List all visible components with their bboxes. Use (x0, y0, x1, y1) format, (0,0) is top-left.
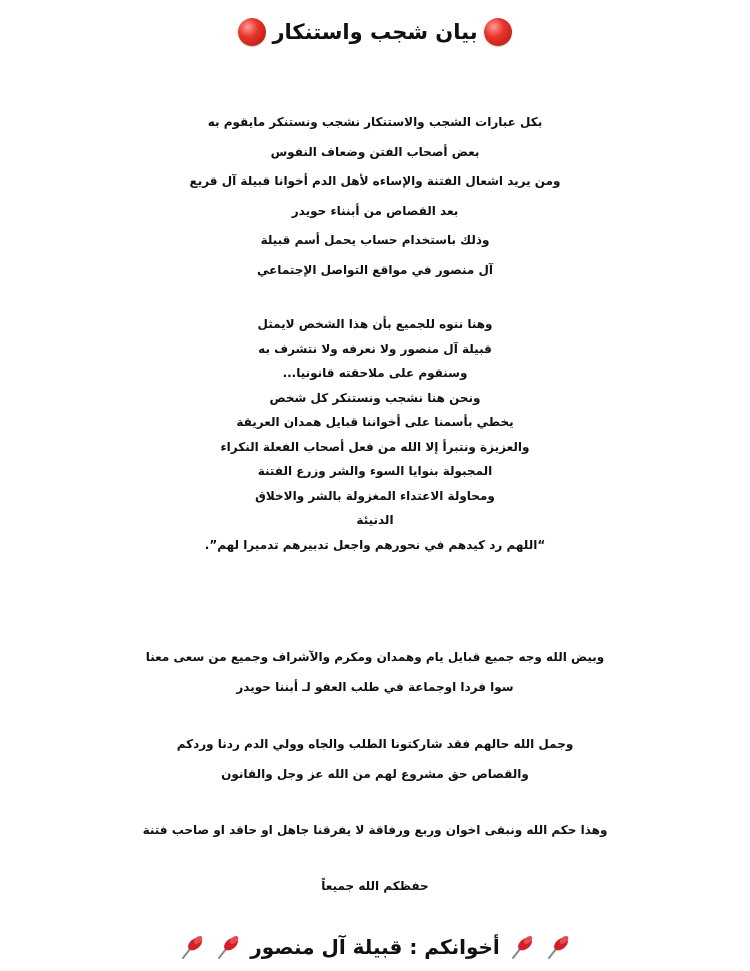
red-circle-icon (484, 18, 512, 46)
title-row (0, 12, 750, 52)
pushpin-icon (178, 933, 206, 961)
paragraph-2 (0, 312, 750, 557)
text-line: بعد القصاص من أبنناء حويدر (291, 203, 459, 218)
text-line: والقصاص حق مشروع لهم من الله عز وجل والقانون (221, 766, 529, 781)
text-line: “اللهم رد كيدهم في نحورهم واجعل تدبيرهم تدميرا لهم”. (204, 537, 546, 552)
text-line: يخطي بأسمنا على أخواننا قبايل همدان العريقة (236, 415, 514, 429)
paragraph-1 (0, 108, 750, 285)
pushpin-icon (508, 933, 536, 961)
text-line: بكل عبارات الشجب والاستنكار نشجب ونستنكر مايقوم به (207, 115, 543, 129)
text-line: وسنقوم على ملاحقته قانونيا... (282, 366, 468, 380)
text-line: ومحاولة الاعتداء المغزولة بالشر والاخلاق (255, 488, 495, 503)
text-line: والعزيزة ونتبرأ إلا الله من فعل أصحاب الفعلة النكراء (220, 439, 530, 454)
text-line: قبيلة آل منصور ولا نعرفه ولا نتشرف به (258, 341, 492, 356)
paragraph-5 (0, 816, 750, 846)
closing-line: حفظكم الله جميعاً (321, 879, 429, 893)
pushpin-icon (214, 933, 242, 961)
page-title: بيان شجب واستنكار (272, 20, 478, 44)
text-line: وهذا حكم الله ونبقى اخوان وربع ورفاقة لا يفرقنا جاهل او حاقد او صاحب فتنة (142, 823, 608, 837)
text-line: وبيض الله وجه جميع قبايل يام وهمدان ومكرم والآشراف وجميع من سعى معنا (145, 650, 605, 664)
signature-text: أخوانكم : قبيلة آل منصور (250, 935, 500, 959)
text-line: ونحن هنا نشجب ونستنكر كل شخص (269, 390, 481, 405)
signature-row (0, 930, 750, 964)
text-line: وذلك باستخدام حساب يحمل أسم قبيلة (260, 233, 490, 247)
red-circle-icon (238, 18, 266, 46)
text-line: وجمل الله حالهم فقد شاركتونا الطلب والجاه وولي الدم ردنا وردكم (176, 737, 574, 751)
paragraph-3 (0, 643, 750, 702)
pushpin-icon (544, 933, 572, 961)
text-line: ومن يريد اشعال الفتنة والإساءه لأهل الدم أخوانا قبيلة آل قريع (189, 174, 561, 188)
text-line: بعض أصحاب الفتن وضعاف النفوس (270, 144, 480, 159)
text-line: آل منصور في مواقع التواصل الإجتماعي (256, 262, 494, 277)
text-line: سوا فردا اوجماعة في طلب العفو لـ أبننا حويدر (236, 679, 514, 694)
text-line: الدنيئة (356, 513, 394, 527)
text-line: وهنا ننوه للجميع بأن هذا الشخص لايمثل (257, 317, 493, 331)
text-line: المجبولة بنوايا السوء والشر وزرع الفتنة (257, 464, 493, 478)
closing-block (0, 872, 750, 902)
paragraph-4 (0, 730, 750, 789)
